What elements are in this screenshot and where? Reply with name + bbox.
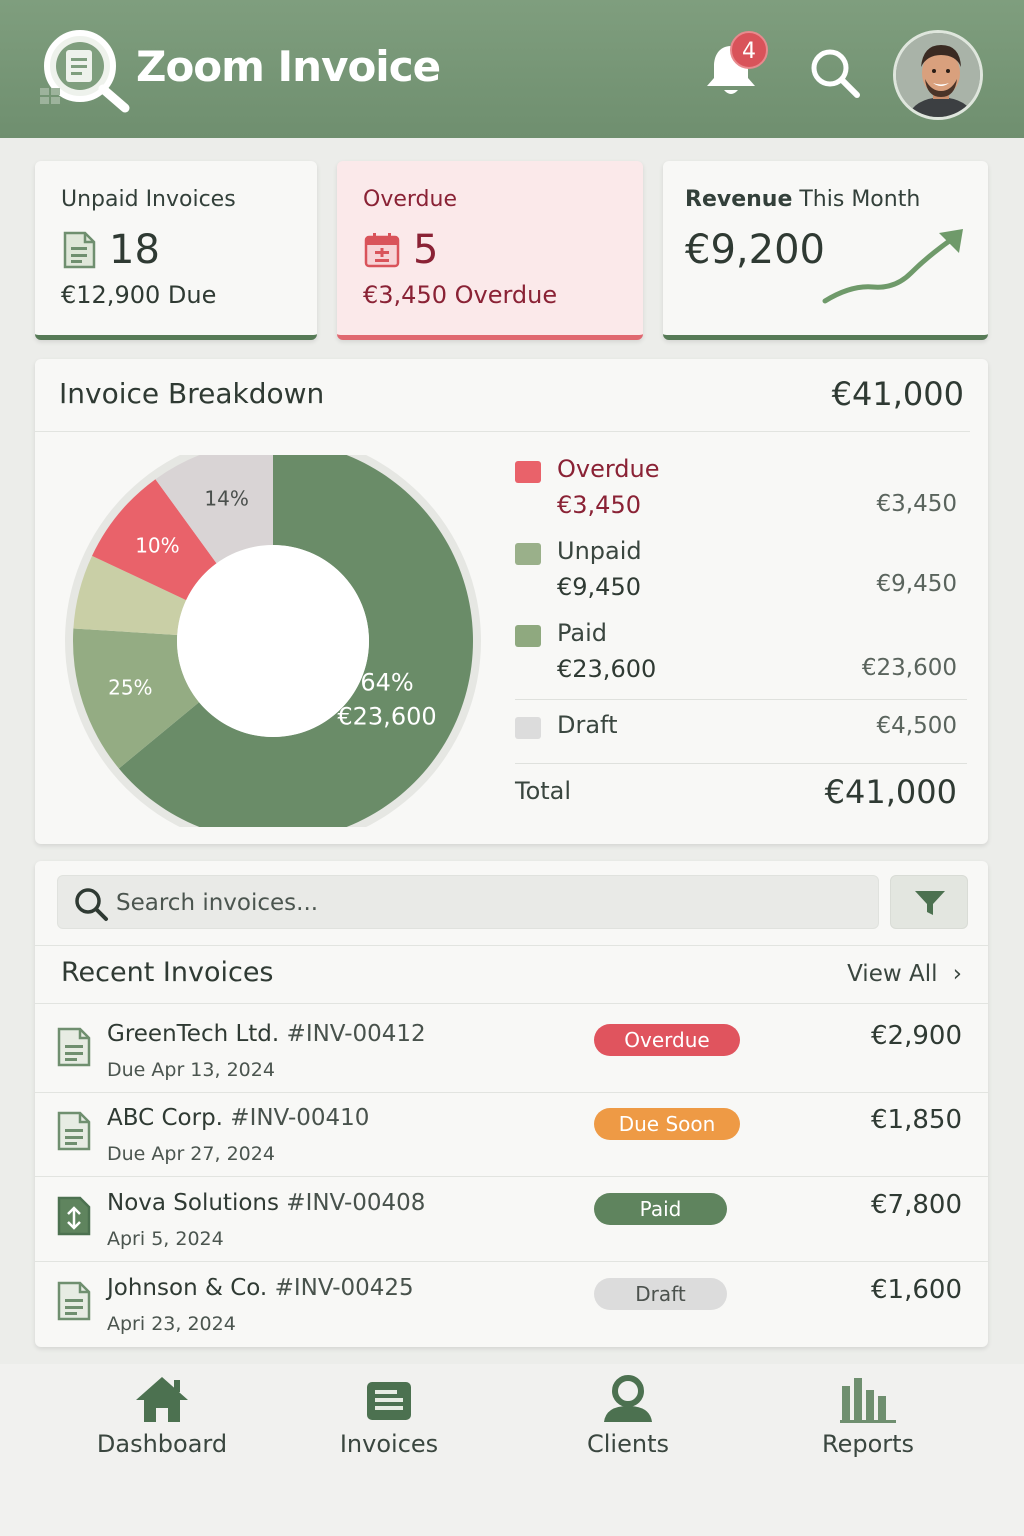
invoice-date: Apri 23, 2024 <box>107 1313 236 1335</box>
avatar-portrait-icon <box>896 33 983 120</box>
search-icon[interactable] <box>806 44 862 100</box>
legend-name: Unpaid <box>557 537 642 565</box>
status-badge-due-soon: Due Soon <box>594 1108 740 1140</box>
user-avatar[interactable] <box>893 30 983 120</box>
invoice-client: Johnson & Co. #INV-00425 <box>107 1275 414 1301</box>
total-label: Total <box>515 777 572 805</box>
nav-label-reports: Reports <box>821 1430 915 1458</box>
revenue-card-title: Revenue This Month <box>685 187 921 212</box>
invoice-client: Nova Solutions #INV-00408 <box>107 1190 426 1216</box>
search-icon <box>72 885 110 923</box>
document-icon <box>55 1111 93 1151</box>
document-icon <box>61 231 97 269</box>
legend-swatch-overdue <box>515 461 541 483</box>
nav-label-dashboard: Dashboard <box>96 1430 228 1458</box>
status-badge-draft: Draft <box>594 1278 727 1310</box>
notification-count-badge: 4 <box>730 31 768 69</box>
divider <box>35 945 988 946</box>
document-transfer-icon <box>55 1196 93 1236</box>
invoice-amount: €7,800 <box>871 1190 962 1220</box>
trend-up-arrow-icon <box>821 227 966 305</box>
view-all-label: View All <box>847 961 938 987</box>
revenue-value: €9,200 <box>685 227 825 273</box>
invoice-row[interactable] <box>35 1176 988 1260</box>
invoice-row[interactable] <box>35 1007 988 1091</box>
unpaid-invoices-card[interactable] <box>35 161 317 340</box>
overdue-amount: €3,450 Overdue <box>363 281 558 309</box>
total-value: €41,000 <box>824 773 957 811</box>
legend-amount: €9,450 <box>557 573 641 601</box>
app-header <box>0 0 1024 138</box>
search-bar <box>57 875 879 929</box>
nav-item-dashboard[interactable] <box>62 1374 262 1474</box>
invoice-amount: €2,900 <box>871 1021 962 1051</box>
legend-swatch-unpaid <box>515 543 541 565</box>
bar-chart-icon <box>838 1374 898 1424</box>
divider <box>35 431 970 432</box>
recent-invoices-panel <box>35 861 988 1347</box>
invoice-breakdown-panel <box>35 359 988 844</box>
recent-invoices-title: Recent Invoices <box>61 957 274 988</box>
overdue-card-title: Overdue <box>363 187 457 212</box>
breakdown-legend <box>515 455 967 815</box>
document-icon <box>55 1281 93 1321</box>
legend-value: €9,450 <box>876 571 957 597</box>
divider <box>515 763 967 764</box>
document-icon <box>55 1027 93 1067</box>
legend-name: Paid <box>557 619 608 647</box>
legend-value: €3,450 <box>876 491 957 517</box>
calendar-icon <box>363 231 401 269</box>
legend-name: Draft <box>557 711 618 739</box>
unpaid-amount-due: €12,900 Due <box>61 281 217 309</box>
filter-funnel-icon <box>913 888 947 918</box>
revenue-this-month-card[interactable] <box>663 161 988 340</box>
logo-magnifier-document-icon <box>40 26 132 116</box>
chevron-right-icon: › <box>952 961 962 987</box>
invoice-date: Apri 5, 2024 <box>107 1228 224 1250</box>
legend-amount: €3,450 <box>557 491 641 519</box>
legend-amount: €23,600 <box>557 655 657 683</box>
invoice-row[interactable] <box>35 1261 988 1345</box>
home-icon <box>134 1374 190 1424</box>
donut-slice-sublabel: €23,600 <box>337 702 437 731</box>
overdue-count: 5 <box>413 227 439 273</box>
invoice-date: Due Apr 27, 2024 <box>107 1143 275 1165</box>
filter-button[interactable] <box>890 875 968 929</box>
overdue-card[interactable] <box>337 161 643 340</box>
invoice-breakdown-donut-chart <box>63 455 483 827</box>
nav-item-clients[interactable] <box>528 1374 728 1474</box>
view-all-link[interactable] <box>847 961 962 987</box>
status-badge-overdue: Overdue <box>594 1024 740 1056</box>
unpaid-card-title: Unpaid Invoices <box>61 187 236 212</box>
divider <box>35 1003 988 1004</box>
status-badge-paid: Paid <box>594 1193 727 1225</box>
search-invoices-input[interactable] <box>116 884 856 922</box>
bottom-navigation <box>0 1364 1024 1536</box>
donut-slice-label: 25% <box>108 675 153 700</box>
legend-value: €4,500 <box>876 713 957 739</box>
legend-value: €23,600 <box>861 655 957 681</box>
invoice-client: GreenTech Ltd. #INV-00412 <box>107 1021 426 1047</box>
invoice-row[interactable] <box>35 1091 988 1175</box>
donut-slice-label: 10% <box>135 533 180 558</box>
user-icon <box>600 1374 656 1424</box>
breakdown-total-top: €41,000 <box>831 375 964 413</box>
donut-center-hole <box>177 545 369 737</box>
invoice-amount: €1,850 <box>871 1105 962 1135</box>
invoice-amount: €1,600 <box>871 1275 962 1305</box>
nav-item-invoices[interactable] <box>289 1374 489 1474</box>
nav-item-reports[interactable] <box>768 1374 968 1474</box>
invoice-date: Due Apr 13, 2024 <box>107 1059 275 1081</box>
nav-label-clients: Clients <box>587 1430 669 1458</box>
app-title: Zoom Invoice <box>136 42 441 91</box>
breakdown-title: Invoice Breakdown <box>59 377 325 410</box>
invoice-client: ABC Corp. #INV-00410 <box>107 1105 370 1131</box>
donut-slice-label: 14% <box>204 486 249 511</box>
divider <box>515 699 967 700</box>
invoice-document-icon <box>365 1374 413 1424</box>
legend-swatch-draft <box>515 717 541 739</box>
legend-swatch-paid <box>515 625 541 647</box>
nav-label-invoices: Invoices <box>339 1430 439 1458</box>
legend-name: Overdue <box>557 455 660 483</box>
donut-slice-label: 64% <box>360 668 414 697</box>
unpaid-count: 18 <box>109 227 160 273</box>
